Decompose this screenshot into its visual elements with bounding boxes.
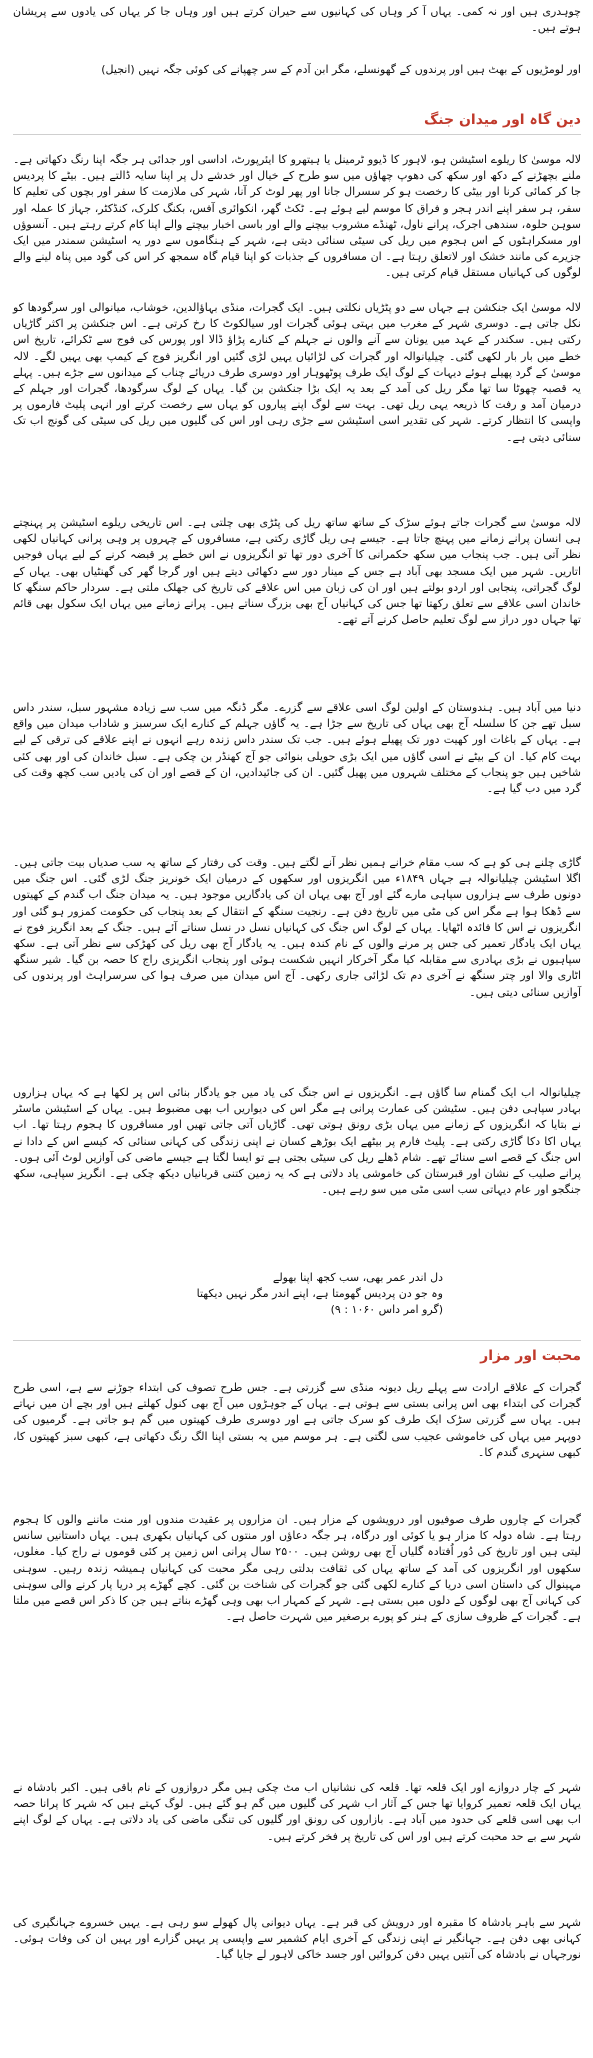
- article-paragraph: گجرات کے علاقے ارادت سے پہلے ریل دیونہ منڈی سے گزرتی ہے۔ جس طرح تصوف کی ابتداء جوڑنے سے ہے، اسی طرح گجرات کی ابتداء بھی اس پرانی بستی سے ہوتی ہے۔ یہاں کے جوہڑوں میں آج بھی کنول کھلتے ہیں اور بچے ان میں نہاتے ہیں۔ یہاں سے گزرتی سڑک ایک طرف کو سرک جاتی ہے اور دوسری طرف کھیتوں میں گم ہو جاتی ہے۔ گرمیوں کی دوپہر میں یہاں کی خاموشی عجیب سی لگتی ہے۔ ہر موسم میں یہ بستی اپنا الگ رنگ دکھاتی ہے، کبھی سبز کھیتوں کا، کبھی سنہری گندم کا۔: [13, 1381, 581, 1459]
- intro-quote: اور لومڑیوں کے بھٹ ہیں اور پرندوں کے گھونسلے، مگر ابن آدم کے سر چھپانے کی کوئی جگہ نہیں (انجیل): [101, 63, 581, 76]
- article-paragraph: لالہ موسیٰ سے گجرات جاتے ہوئے سڑک کے ساتھ ساتھ ریل کی پٹڑی بھی چلتی ہے۔ اس تاریخی ریلوے اسٹیشن پر پہنچتے ہی انسان پرانے زمانے میں پہنچ جاتا ہے۔ جیسے ہی ریل گاڑی رکتی ہے، مسافروں کے چہروں پر وہی پرانی کہانیاں لکھی نظر آتی ہیں۔ جب پنجاب میں سکھ حکمرانی کا آخری دور تھا تو انگریزوں نے اس خطے پر قبضہ کرنے کے لیے یہاں فوجیں اتاریں۔ شہر میں ایک مسجد بھی آباد ہے جس کے مینار دور سے دکھائی دیتے ہیں اور گرجا گھر کی گھنٹیاں بھی۔ یہاں کے لوگ گجراتی، پنجابی اور اردو بولتے ہیں اور ان کی زبان میں اس علاقے کی تاریخ کی جھلک ملتی ہے۔ سردار حاکم سنگھ کا خاندان اسی علاقے سے تعلق رکھتا تھا جس کی کہانیاں آج بھی بزرگ سناتے ہیں۔ پرانے زمانے میں یہاں ایک سکول بھی قائم تھا جہاں دور دراز سے لوگ تعلیم حاصل کرنے آتے تھے۔: [13, 516, 581, 627]
- section-divider: [13, 134, 581, 135]
- article-paragraph: دنیا میں آباد ہیں۔ ہندوستان کے اولین لوگ اسی علاقے سے گزرے۔ مگر ڈنگہ میں سب سے زیادہ مشہور سبل، سندر داس سبل تھے جن کا سلسلہ آج بھی یہاں کی تاریخ سے جڑا ہے۔ یہ گاؤں جہلم کے کنارے ایک سرسبز و شاداب میدان میں واقع ہے۔ یہاں کے باغات اور کھیت دور تک پھیلے ہوئے ہیں۔ جب تک سندر داس زندہ رہے انہوں نے اپنے علاقے کی ترقی کے لیے بہت کام کیا۔ ان کے بیٹے نے اسی گاؤں میں ایک بڑی حویلی بنوائی جو آج کھنڈر بن چکی ہے۔ سبل خاندان کی اور بھی کئی شاخیں ہیں جو پنجاب کے مختلف شہروں میں پھیل گئیں۔ ان کی جائیدادیں، ان کے قصے اور ان کی یادیں سب کچھ وقت کی گرد میں دب گیا ہے۔: [13, 701, 581, 796]
- article-paragraph: چیلیانوالہ اب ایک گمنام سا گاؤں ہے۔ انگریزوں نے اس جنگ کی یاد میں جو یادگار بنائی اس پر لکھا ہے کہ یہاں ہزاروں بہادر سپاہی دفن ہیں۔ سٹیشن کی عمارت پرانی ہے مگر اس کی دیواریں اب بھی مضبوط ہیں۔ یہاں کے اسٹیشن ماسٹر نے بتایا کہ انگریزوں کے زمانے میں یہاں بڑی رونق ہوتی تھی۔ گاڑیاں آتی جاتی تھیں اور مسافروں کا ہجوم رہتا تھا۔ اب یہاں اکا دکا گاڑی رکتی ہے۔ پلیٹ فارم پر بیٹھے ایک بوڑھے کسان نے اپنی زندگی کی کہانی سنائی کہ کیسے اس کے دادا نے اس جنگ کے قصے اسے سنائے تھے۔ شام ڈھلے ریل کی سیٹی بجتی ہے تو ایسا لگتا ہے جیسے ماضی کی آوازیں لوٹ آئی ہوں۔ پرانے صلیب کے نشان اور قبرستان کی خاموشی یاد دلاتی ہے کہ یہ زمین کتنی قربانیاں دیکھ چکی ہے۔ انگریز سپاہی، سکھ جنگجو اور عام دیہاتی سب اسی مٹی میں سو رہے ہیں۔: [13, 1086, 581, 1197]
- article-paragraph: لالہ موسیٰ کا ریلوے اسٹیشن ہو، لاہور کا ڈیوو ٹرمینل یا ہیتھرو کا ایئرپورٹ، اداسی اور جدائی ہر جگہ اپنا رنگ دکھاتی ہے۔ ملنے بچھڑنے کے دکھ اور سکھ کی دھوپ چھاؤں میں سو طرح کے خیال اور خدشے دل پر اپنا سایہ ڈالتے ہیں۔ بیٹے کا پردیس جا کر کمائی کرنا اور بیٹی کا رخصت ہو کر سسرال جانا اور پھر لوٹ کر آنا، شہر کی ملازمت کا سفر اور بچوں کی تعلیم کا سفر، ہر سفر اپنے اندر ہجر و فراق کا موسم لیے ہوئے ہے۔ ٹکٹ گھر، انکوائری آفس، بکنگ کلرک، کنڈکٹر، جہاز کا عملہ اور سوہن حلوہ، سندھی اجرک، پرانے ناول، ٹھنڈے مشروب بیچنے والے اور باسی اخبار بیچتے والے اپنا کام کرتے رہتے ہیں۔ آنسوؤں اور مسکراہٹوں کے اس ہجوم میں ریل کی سیٹی سنائی دیتی ہے، شہر کے ہنگاموں سے دور یہ اسٹیشن سمندر میں ایک جزیرے کی مانند خشک اور لاتعلق رہتا ہے۔ ان مسافروں کے جذبات کو اپنا قیام گاہ سمجھ کر اس کی گود میں پناہ لینے والے لوگوں کی کہانیاں مستقل قیام کرتی ہیں۔: [13, 153, 581, 280]
- section-heading-mohabbat: محبت اور مزار: [480, 1348, 581, 1364]
- poem-block: [143, 1270, 443, 1318]
- poem-line: دل اندر عمر بھی، سب کجھ اپنا بھولے: [272, 1271, 443, 1284]
- article-paragraph: گاڑی چلنے ہی کو ہے کہ سب مقام خرانے ہمیں نظر آنے لگتے ہیں۔ وقت کی رفتار کے ساتھ یہ سب صدیاں بیت جاتی ہیں۔ اگلا اسٹیشن چیلیانوالہ ہے جہاں ۱۸۴۹ء میں انگریزوں اور سکھوں کے درمیان ایک خونریز جنگ لڑی گئی۔ اس جنگ میں دونوں طرف سے ہزاروں سپاہی مارے گئے اور آج بھی یہاں ان کی یادگاریں موجود ہیں۔ یہ میدان جنگ اب گندم کے کھیتوں سے ڈھکا ہوا ہے مگر اس کی مٹی میں تاریخ دفن ہے۔ رنجیت سنگھ کے انتقال کے بعد پنجاب کی حکومت کمزور ہو گئی اور انگریزوں نے اس کا فائدہ اٹھایا۔ یہاں کے لوگ اس جنگ کی کہانیاں نسل در نسل سناتے آئے ہیں۔ جنگ کے بعد انگریز فوج نے یہاں ایک یادگار تعمیر کی جس پر مرنے والوں کے نام کندہ ہیں۔ یہ یادگار آج بھی ریل کی کھڑکی سے نظر آتی ہے۔ سکھ سپاہیوں نے بڑی بہادری سے مقابلہ کیا مگر آخرکار انہیں شکست ہوئی اور پنجاب انگریزی راج کا حصہ بن گیا۔ شیر سنگھ اٹاری والا اور چتر سنگھ نے آخری دم تک لڑائی جاری رکھی۔ آج اس میدان میں صرف ہوا کی سرسراہٹ اور پرندوں کی آوازیں سنائی دیتی ہیں۔: [13, 856, 581, 999]
- intro-paragraph: چوہدری ہیں اور نہ کمی۔ یہاں آ کر وہاں کی کہانیوں سے حیران کرتے ہیں اور وہاں جا کر یہاں کی یادوں سے پریشان ہوتے ہیں۔: [13, 5, 581, 35]
- article-paragraph: شہر کے چار دروازے اور ایک قلعہ تھا۔ قلعہ کی نشانیاں اب مٹ چکی ہیں مگر دروازوں کے نام باقی ہیں۔ اکبر بادشاہ نے یہاں ایک قلعہ تعمیر کروایا تھا جس کے آثار اب شہر کی گلیوں میں گم ہو گئے ہیں۔ لوگ کہتے ہیں کہ شہر کا پرانا حصہ اب بھی اسی قلعے کی حدود میں آباد ہے۔ بازاروں کی رونق اور گلیوں کی تنگی ماضی کی یاد دلاتی ہے۔ یہاں کے لوگ اپنے شہر سے بے حد محبت کرتے ہیں اور اس کی تاریخ پر فخر کرتے ہیں۔: [13, 1781, 581, 1843]
- article-paragraph: گجرات کے چاروں طرف صوفیوں اور درویشوں کے مزار ہیں۔ ان مزاروں پر عقیدت مندوں اور منت ماننے والوں کا ہجوم رہتا ہے۔ شاہ دولہ کا مزار ہو یا کوئی اور درگاہ، ہر جگہ دعاؤں اور منتوں کی کہانیاں بکھری ہیں۔ یہاں داستانیں سانس لیتی ہیں اور تاریخ کی دُور اُفتادہ گلیاں آج بھی روشن ہیں۔ ۲۵۰۰ سال پرانی اس زمین پر کئی قوموں نے راج کیا۔ مغلوں، سکھوں اور انگریزوں کی آمد کے ساتھ یہاں کی ثقافت بدلتی رہی مگر محبت کی کہانیاں ہمیشہ زندہ رہیں۔ سوہنی مہینوال کی داستان اسی دریا کے کنارے لکھی گئی جو گجرات کی شناخت بن گئی۔ کچے گھڑے پر دریا پار کرنے والی سوہنی کی کہانی آج بھی لوگوں کے دلوں میں بستی ہے۔ شہر کے کمہار اب بھی وہی گھڑے بناتے ہیں جن کا ذکر اس قصے میں ملتا ہے۔ گجرات کے ظروف سازی کے ہنر کو پورے برصغیر میں شہرت حاصل ہے۔: [13, 1513, 582, 1624]
- section-heading-din-gah: دین گاہ اور میدان جنگ: [423, 112, 581, 128]
- article-paragraph: شہر سے باہر بادشاہ کا مقبرہ اور درویش کی قبر ہے۔ یہاں دیوانی پال کھولے سو رہی ہے۔ یہیں خسروے جہانگیری کی کہانی بھی دفن ہے۔ جہانگیر نے اپنی زندگی کے آخری ایام کشمیر سے واپسی پر یہیں گزارے اور یہیں ان کی وفات ہوئی۔ نورجہاں نے بادشاہ کی آنتیں یہیں دفن کروائیں اور جسد خاکی لاہور لے جایا گیا۔: [13, 1916, 581, 1962]
- section-divider: [13, 1340, 581, 1341]
- poem-line: وہ جو دن پردیس گھومتا ہے، اپنے اندر مگر نہیں دیکھتا: [196, 1287, 443, 1300]
- poem-citation: (گرو امر داس ۱۰۶۰ : ۹): [330, 1303, 443, 1316]
- article-paragraph: لالہ موسیٰ ایک جنکشن ہے جہاں سے دو پٹڑیاں نکلتی ہیں۔ ایک گجرات، منڈی بہاؤالدین، خوشاب، میانوالی اور سرگودھا کو نکل جاتی ہے۔ دوسری شہر کے مغرب میں بہتی ہوئی گجرات اور سیالکوٹ کا رخ کرتی ہے۔ اس جنکشن پر اکثر گاڑیاں رکتی ہیں۔ سکندر کے عہد میں یونان سے آنے والوں نے جہلم کے کنارے پڑاؤ ڈالا اور پورس کی فوج سے ٹکرائے، تاریخ اس خطے میں بار بار لکھی گئی۔ چیلیانوالہ اور گجرات کی لڑائیاں یہیں لڑی گئیں اور انگریز فوج کے کیمپ بھی یہیں لگے۔ لالہ موسیٰ کے گرد پھیلے ہوئے دیہات کے لوگ ایک طرف پوٹھوہار اور دوسری طرف دریائے چناب کے میدانوں سے جڑے ہیں۔ پہلے یہ قصبہ چھوٹا سا تھا مگر ریل کی آمد کے بعد یہ ایک بڑا جنکشن بن گیا۔ یہاں کے لوگ سرگودھا، گجرات اور جہلم کے درمیان آمد و رفت کا ذریعہ یہی ریل تھی۔ بہت سے لوگ اپنے پیاروں کو یہاں سے رخصت کرتے اور انہی پلیٹ فارموں پر واپسی کا انتظار کرتے۔ شہر کی تقدیر اسی اسٹیشن سے جڑی رہی اور اس کی گلیوں میں ریل کی سیٹی کی گونج اب تک سنائی دیتی ہے۔: [13, 301, 581, 444]
